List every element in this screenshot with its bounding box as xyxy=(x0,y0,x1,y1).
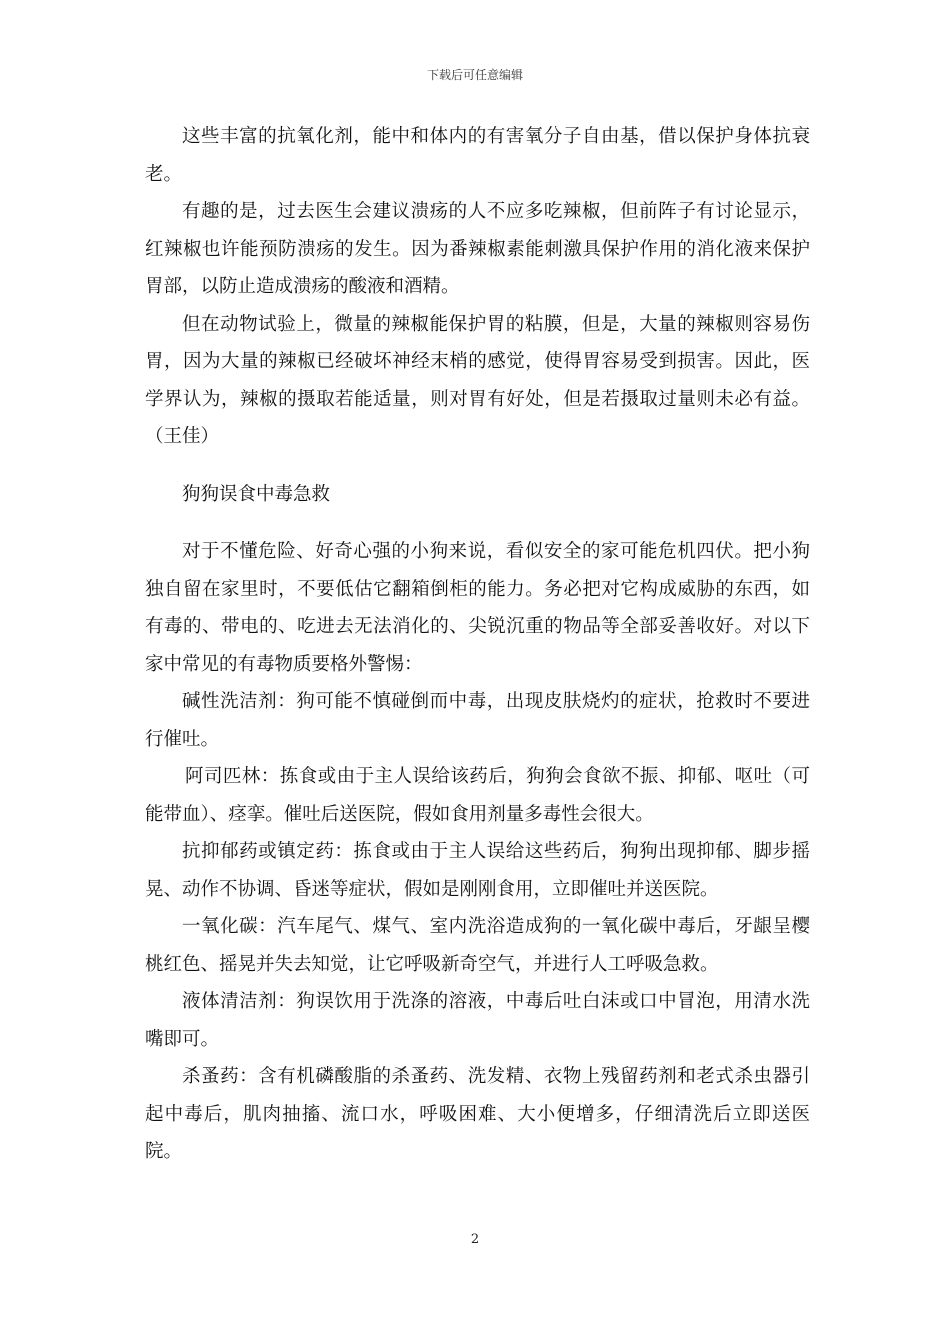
paragraph-flea-medicine: 杀蚤药：含有机磷酸脂的杀蚤药、洗发精、衣物上残留药剂和老式杀虫器引起中毒后，肌肉抽搐、流口水，呼吸困难、大小便增多，仔细清洗后立即送医院。 xyxy=(145,1066,810,1162)
paragraph-liquid-cleaner: 液体清洁剂：狗误饮用于洗涤的溶液，中毒后吐白沫或口中冒泡，用清水洗嘴即可。 xyxy=(145,991,810,1050)
paragraph-aspirin: 阿司匹林：拣食或由于主人误给该药后，狗狗会食欲不振、抑郁、呕吐（可能带血）、痉挛。催吐后送医院，假如食用剂量多毒性会很大。 xyxy=(145,766,810,825)
section-title: 狗狗误食中毒急救 xyxy=(182,483,331,505)
paragraph-carbon-monoxide: 一氧化碳：汽车尾气、煤气、室内洗浴造成狗的一氧化碳中毒后，牙龈呈樱桃红色、摇晃并失去知觉，让它呼吸新奇空气，并进行人工呼吸急救。 xyxy=(145,916,810,975)
paragraph-dog-intro: 对于不懂危险、好奇心强的小狗来说，看似安全的家可能危机四伏。把小狗独自留在家里时，不要低估它翻箱倒柜的能力。务必把对它构成威胁的东西，如有毒的、带电的、吃进去无法消化的、尖锐沉重的物品等全部妥善收好。对以下家中常见的有毒物质要格外警惕： xyxy=(145,541,810,675)
page-number: 2 xyxy=(470,1232,480,1247)
page-header: 下载后可任意编辑 xyxy=(426,68,523,82)
paragraph-alkaline-detergent: 碱性洗洁剂：狗可能不慎碰倒而中毒，出现皮肤烧灼的症状，抢救时不要进行催吐。 xyxy=(145,691,810,750)
paragraph-antidepressants: 抗抑郁药或镇定药：拣食或由于主人误给这些药后，狗狗出现抑郁、脚步摇晃、动作不协调、昏迷等症状，假如是刚刚食用，立即催吐并送医院。 xyxy=(145,841,810,900)
paragraph-ulcer: 有趣的是，过去医生会建议溃疡的人不应多吃辣椒，但前阵子有讨论显示，红辣椒也许能预防溃疡的发生。因为番辣椒素能刺激具保护作用的消化液来保护胃部，以防止造成溃疡的酸液和酒精。 xyxy=(145,201,810,297)
paragraph-antioxidants: 这些丰富的抗氧化剂，能中和体内的有害氧分子自由基，借以保护身体抗衰老。 xyxy=(145,126,810,185)
paragraph-animal-test: 但在动物试验上，微量的辣椒能保护胃的粘膜，但是，大量的辣椒则容易伤胃，因为大量的辣椒已经破坏神经末梢的感觉，使得胃容易受到损害。因此，医学界认为，辣椒的摄取若能适量，则对胃有好处，但是若摄取过量则未必有益。（王佳） xyxy=(145,313,810,447)
document-body xyxy=(145,118,810,1171)
